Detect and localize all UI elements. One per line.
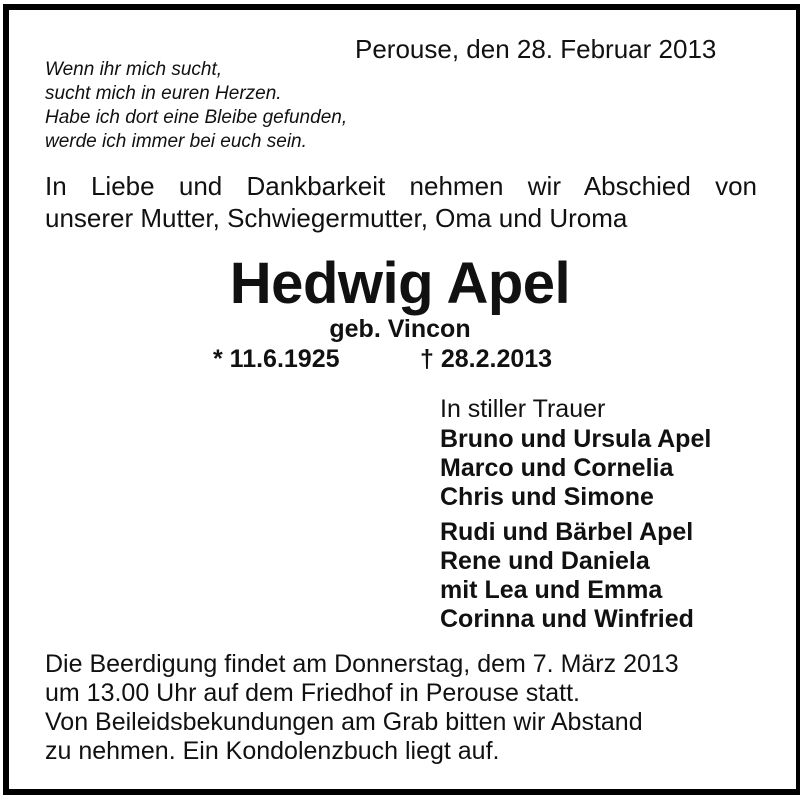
poem-line: sucht mich in euren Herzen. xyxy=(45,83,282,104)
mourner-name: Bruno und Ursula Apel xyxy=(440,425,712,453)
mourner-name: Rene und Daniela xyxy=(440,547,650,575)
mourner-name: Chris und Simone xyxy=(440,483,654,511)
mourner-group-2 xyxy=(440,518,694,634)
mourner-name: mit Lea und Emma xyxy=(440,576,663,604)
birth-date: * 11.6.1925 xyxy=(213,345,340,373)
mourner-group-1 xyxy=(440,425,711,512)
poem-line: werde ich immer bei euch sein. xyxy=(45,131,307,152)
funeral-line: Die Beerdigung findet am Donnerstag, dem 7. März 2013 xyxy=(45,650,679,678)
mourner-name: Corinna und Winfried xyxy=(440,605,694,633)
death-date: † 28.2.2013 xyxy=(420,345,553,373)
poem-line: Wenn ihr mich sucht, xyxy=(45,59,223,80)
intro-text xyxy=(45,170,757,234)
birth-name: geb. Vincon xyxy=(329,315,471,343)
mourner-name: Rudi und Bärbel Apel xyxy=(440,518,694,546)
poem xyxy=(45,58,347,154)
mourner-name: Marco und Cornelia xyxy=(440,454,674,482)
funeral-line: um 13.00 Uhr auf dem Friedhof in Perouse statt. xyxy=(45,679,580,707)
funeral-line: zu nehmen. Ein Kondolenzbuch liegt auf. xyxy=(45,737,500,765)
mourning-heading: In stiller Trauer xyxy=(440,395,606,423)
deceased-name: Hedwig Apel xyxy=(229,251,571,316)
place-date: Perouse, den 28. Februar 2013 xyxy=(355,34,717,64)
funeral-notice xyxy=(45,650,679,766)
poem-line: Habe ich dort eine Bleibe gefunden, xyxy=(45,107,348,128)
intro-line: unserer Mutter, Schwiegermutter, Oma und Uroma xyxy=(45,203,628,233)
funeral-line: Von Beileidsbekundungen am Grab bitten wir Abstand xyxy=(45,708,643,736)
intro-line: In Liebe und Dankbarkeit nehmen wir Abschied von xyxy=(45,171,757,201)
